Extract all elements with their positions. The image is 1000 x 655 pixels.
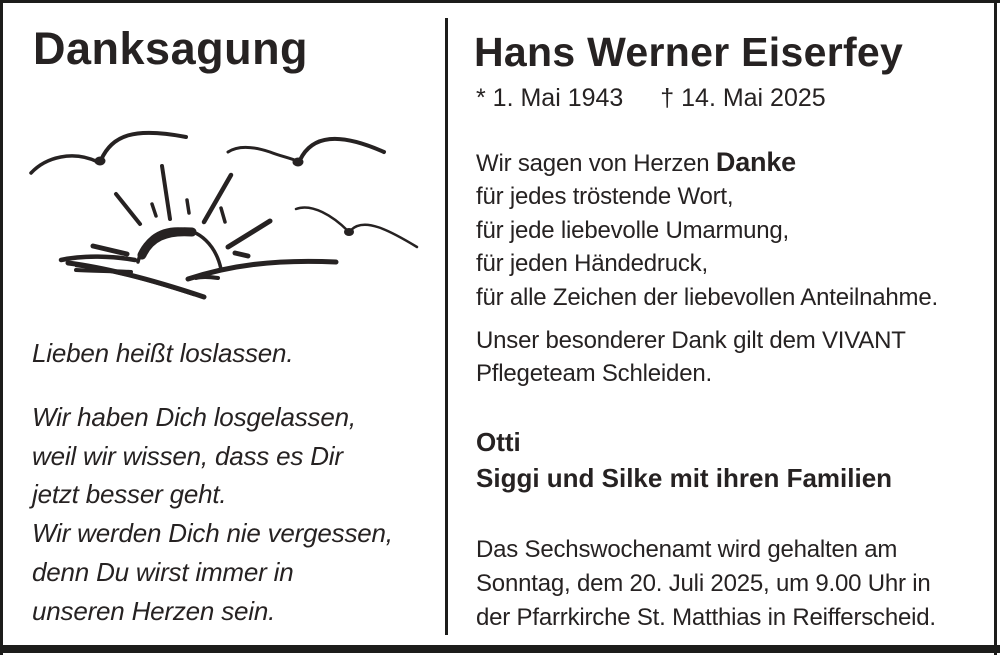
frame-top-border (0, 0, 1000, 3)
birth-date: * 1. Mai 1943 (476, 84, 624, 112)
thanks-line: für jeden Händedruck, (476, 250, 708, 278)
poem-line: unseren Herzen sein. (32, 595, 276, 626)
thanks-line: für jedes tröstende Wort, (476, 183, 734, 211)
poem-line: jetzt besser geht. (32, 479, 227, 510)
service-line: der Pfarrkirche St. Matthias in Reifferscheid. (476, 604, 936, 631)
sunrise-birds-drawing (18, 106, 438, 324)
notice-type-title: Danksagung (33, 23, 309, 74)
column-divider (445, 18, 448, 635)
special-thanks-paragraph (476, 324, 906, 390)
special-thanks-line: Unser besonderer Dank gilt dem VIVANT (476, 327, 906, 354)
thanks-emphasis: Danke (715, 147, 796, 177)
poem-line: Wir haben Dich losgelassen, (32, 402, 356, 432)
thanks-intro: Wir sagen von Herzen (476, 150, 710, 177)
poem-line: denn Du wirst immer in (32, 556, 294, 587)
bird-icon (296, 208, 417, 247)
thanks-intro-line (476, 146, 938, 180)
frame-left-border (0, 0, 3, 655)
bird-icon (228, 139, 384, 167)
sun-icon (93, 166, 270, 269)
hills-ground (61, 257, 336, 297)
deceased-name: Hans Werner Eiserfey (474, 29, 904, 75)
memorial-poem (32, 398, 393, 630)
thanks-paragraph (476, 146, 938, 314)
death-date: † 14. Mai 2025 (660, 84, 826, 112)
mourners-names (476, 424, 892, 496)
frame-bottom-bar (0, 645, 1000, 653)
life-dates (476, 84, 826, 113)
service-announcement (476, 533, 936, 635)
thanks-line: für alle Zeichen der liebevollen Anteilnahme. (476, 283, 938, 311)
service-line: Sonntag, dem 20. Juli 2025, um 9.00 Uhr in (476, 570, 931, 597)
mourner-name: Otti (476, 427, 521, 457)
thanks-line: für jede liebevolle Umarmung, (476, 216, 790, 244)
motto-line: Lieben heißt loslassen. (32, 338, 294, 368)
special-thanks-line: Pflegeteam Schleiden. (476, 360, 712, 387)
service-line: Das Sechswochenamt wird gehalten am (476, 536, 898, 563)
poem-line: Wir werden Dich nie vergessen, (32, 518, 393, 549)
frame-right-border (994, 0, 997, 655)
mourner-name: Siggi und Silke mit ihren Familien (476, 463, 893, 493)
poem-line: weil wir wissen, dass es Dir (32, 440, 343, 471)
